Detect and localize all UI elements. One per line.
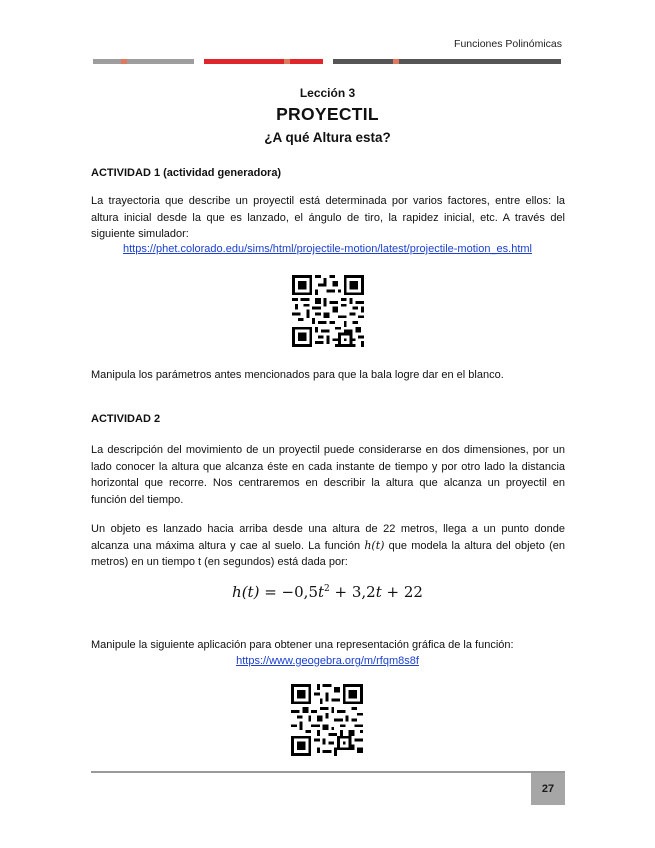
qr-code-phet [292, 275, 364, 347]
activity1-heading: ACTIVIDAD 1 (actividad generadora) [91, 167, 282, 179]
activity2-instruction: Manipule la siguiente aplicación para obtener una representación gráfica de la función: [91, 639, 514, 651]
activity2-heading: ACTIVIDAD 2 [91, 413, 161, 425]
formula-rhs-a: = −0,5 [259, 583, 318, 601]
function-symbol: h(t) [364, 538, 385, 552]
formula-exponent: 2 [324, 584, 330, 594]
height-formula [0, 583, 655, 601]
paragraph2-text-b: que modela la altura del objeto (en metros) en un tiempo t (en segundos) está dada por: [91, 539, 565, 568]
page-title: PROYECTIL [276, 104, 379, 124]
formula-rhs-b: + 3,2 [329, 583, 376, 601]
geogebra-link[interactable]: https://www.geogebra.org/m/rfqm8s8f [236, 655, 419, 667]
rule-gray-2 [127, 59, 194, 64]
formula-t: t [375, 583, 382, 601]
formula-t-squared: t [317, 583, 325, 601]
lesson-number: Lección 3 [299, 86, 356, 100]
paragraph2-text-a: Un objeto es lanzado hacia arriba desde una altura de 22 metros, llega a un punto donde alcanza una máxima altura y cae al suelo. La función [91, 523, 565, 552]
header-title: Funciones Polinómicas [454, 38, 562, 50]
phet-simulator-link[interactable]: https://phet.colorado.edu/sims/html/projectile-motion/latest/projectile-motion_es.html [122, 243, 533, 255]
footer-rule [91, 771, 565, 773]
activity1-intro: La trayectoria que describe un proyectil está determinada por varios factores, entre ellos: la altura inicial desde la que es lanzado, el ángulo de tiro, la rapidez inicial, etc. A través del siguiente simulador: [91, 195, 565, 240]
rule-dark-2 [399, 59, 561, 64]
page-number: 27 [531, 773, 565, 805]
rule-dark-1 [333, 59, 393, 64]
page-subtitle: ¿A qué Altura esta? [264, 130, 391, 145]
formula-lhs: h(t) [232, 583, 260, 601]
qr-code-geogebra [291, 684, 363, 756]
activity2-paragraph2 [91, 521, 565, 571]
rule-red-1 [204, 59, 284, 64]
activity1-instruction: Manipula los parámetros antes mencionados para que la bala logre dar en el blanco. [91, 369, 504, 381]
rule-red-2 [290, 59, 323, 64]
rule-gray-1 [93, 59, 121, 64]
activity2-paragraph1: La descripción del movimiento de un proyectil puede considerarse en dos dimensiones, por un lado conocer la altura que alcanza éste en cada instante de tiempo y por otro lado la distancia horizontal que recorre. Nos centraremos en describir la altura que alcanza un proyectil en función del tiempo. [91, 444, 565, 506]
formula-rhs-c: + 22 [381, 583, 423, 601]
